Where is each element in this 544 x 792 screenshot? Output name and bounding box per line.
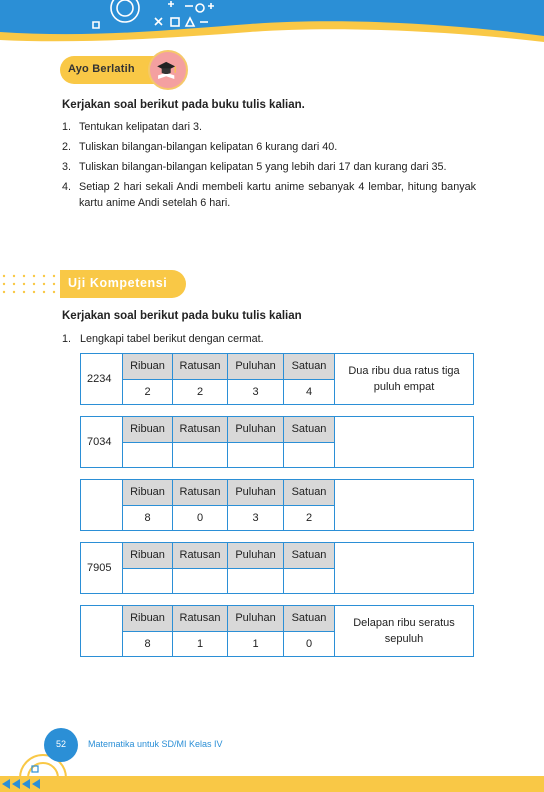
words-cell[interactable]: Dua ribu dua ratus tiga puluh empat	[348, 365, 460, 393]
header-ratusan: Ratusan	[173, 543, 228, 569]
question-number: 1.	[62, 333, 72, 345]
practice-instruction: Kerjakan soal berikut pada buku tulis kalian.	[62, 99, 305, 111]
digit-cell[interactable]: 2	[284, 506, 335, 530]
competency-question	[62, 333, 264, 345]
digit-cell[interactable]	[173, 443, 228, 467]
digit-cell[interactable]	[173, 569, 228, 593]
digit-cell[interactable]: 3	[228, 506, 284, 530]
dotted-decoration	[0, 270, 60, 300]
place-value-table-row	[80, 542, 474, 594]
digit-cell[interactable]: 1	[173, 632, 228, 656]
header-ribuan: Ribuan	[123, 354, 173, 380]
header-ribuan: Ribuan	[123, 417, 173, 443]
footer-bar	[0, 776, 544, 792]
header-satuan: Satuan	[284, 417, 335, 443]
words-cell[interactable]	[335, 480, 473, 530]
digit-cell[interactable]: 8	[123, 632, 173, 656]
arrow-left-icon	[2, 779, 48, 789]
number-cell[interactable]	[81, 606, 123, 656]
competency-section-label	[60, 270, 186, 298]
page-number: 52	[55, 739, 66, 749]
digit-cell[interactable]	[228, 443, 284, 467]
digit-cell[interactable]: 3	[228, 380, 284, 404]
number-cell[interactable]: 2234	[81, 354, 123, 404]
place-value-table-row	[80, 353, 474, 405]
number-cell[interactable]: 7905	[81, 543, 123, 593]
place-value-table-row	[80, 416, 474, 468]
header-ribuan: Ribuan	[123, 606, 173, 632]
words-cell[interactable]	[335, 417, 473, 467]
number-cell[interactable]: 7034	[81, 417, 123, 467]
header-satuan: Satuan	[284, 354, 335, 380]
header-satuan: Satuan	[284, 480, 335, 506]
digit-cell[interactable]: 2	[173, 380, 228, 404]
header-ribuan: Ribuan	[123, 543, 173, 569]
digit-cell[interactable]: 1	[228, 632, 284, 656]
place-value-table-row	[80, 605, 474, 657]
digit-cell[interactable]	[228, 569, 284, 593]
header-puluhan: Puluhan	[228, 606, 284, 632]
number-cell[interactable]	[81, 480, 123, 530]
words-cell[interactable]: Delapan ribu seratus sepuluh	[353, 617, 455, 645]
words-cell[interactable]	[335, 543, 473, 593]
list-item: 3. Tuliskan bilangan-bilangan kelipatan 5 yang lebih dari 17 dan kurang dari 35.	[62, 161, 447, 173]
header-puluhan: Puluhan	[228, 354, 284, 380]
digit-cell[interactable]: 0	[173, 506, 228, 530]
page-number-badge	[44, 728, 78, 762]
place-value-table-row	[80, 479, 474, 531]
digit-cell[interactable]: 0	[284, 632, 335, 656]
header-ratusan: Ratusan	[173, 354, 228, 380]
digit-cell[interactable]	[123, 443, 173, 467]
practice-question-list	[62, 119, 476, 215]
top-banner-decoration	[0, 0, 544, 60]
book-title: Matematika untuk SD/MI Kelas IV	[88, 739, 223, 749]
header-ratusan: Ratusan	[173, 606, 228, 632]
digit-cell[interactable]	[284, 569, 335, 593]
digit-cell[interactable]: 4	[284, 380, 335, 404]
list-item: 2. Tuliskan bilangan-bilangan kelipatan 6 kurang dari 40.	[62, 141, 338, 153]
question-text: Lengkapi tabel berikut dengan cermat.	[80, 333, 264, 345]
practice-section-title: Ayo Berlatih	[68, 63, 135, 75]
header-ratusan: Ratusan	[173, 480, 228, 506]
competency-instruction: Kerjakan soal berikut pada buku tulis kalian	[62, 310, 302, 322]
list-item: 4. Setiap 2 hari sekali Andi membeli kartu anime sebanyak 4 lembar, hitung banyak kartu anime Andi setelah 6 hari.	[62, 181, 476, 209]
graduation-cap-book-icon	[148, 50, 188, 90]
header-puluhan: Puluhan	[228, 480, 284, 506]
header-puluhan: Puluhan	[228, 417, 284, 443]
competency-section-title: Uji Kompetensi	[68, 276, 168, 290]
list-item: 1. Tentukan kelipatan dari 3.	[62, 121, 203, 133]
header-ribuan: Ribuan	[123, 480, 173, 506]
header-ratusan: Ratusan	[173, 417, 228, 443]
digit-cell[interactable]	[284, 443, 335, 467]
header-satuan: Satuan	[284, 606, 335, 632]
header-puluhan: Puluhan	[228, 543, 284, 569]
digit-cell[interactable]	[123, 569, 173, 593]
header-satuan: Satuan	[284, 543, 335, 569]
digit-cell[interactable]: 8	[123, 506, 173, 530]
digit-cell[interactable]: 2	[123, 380, 173, 404]
